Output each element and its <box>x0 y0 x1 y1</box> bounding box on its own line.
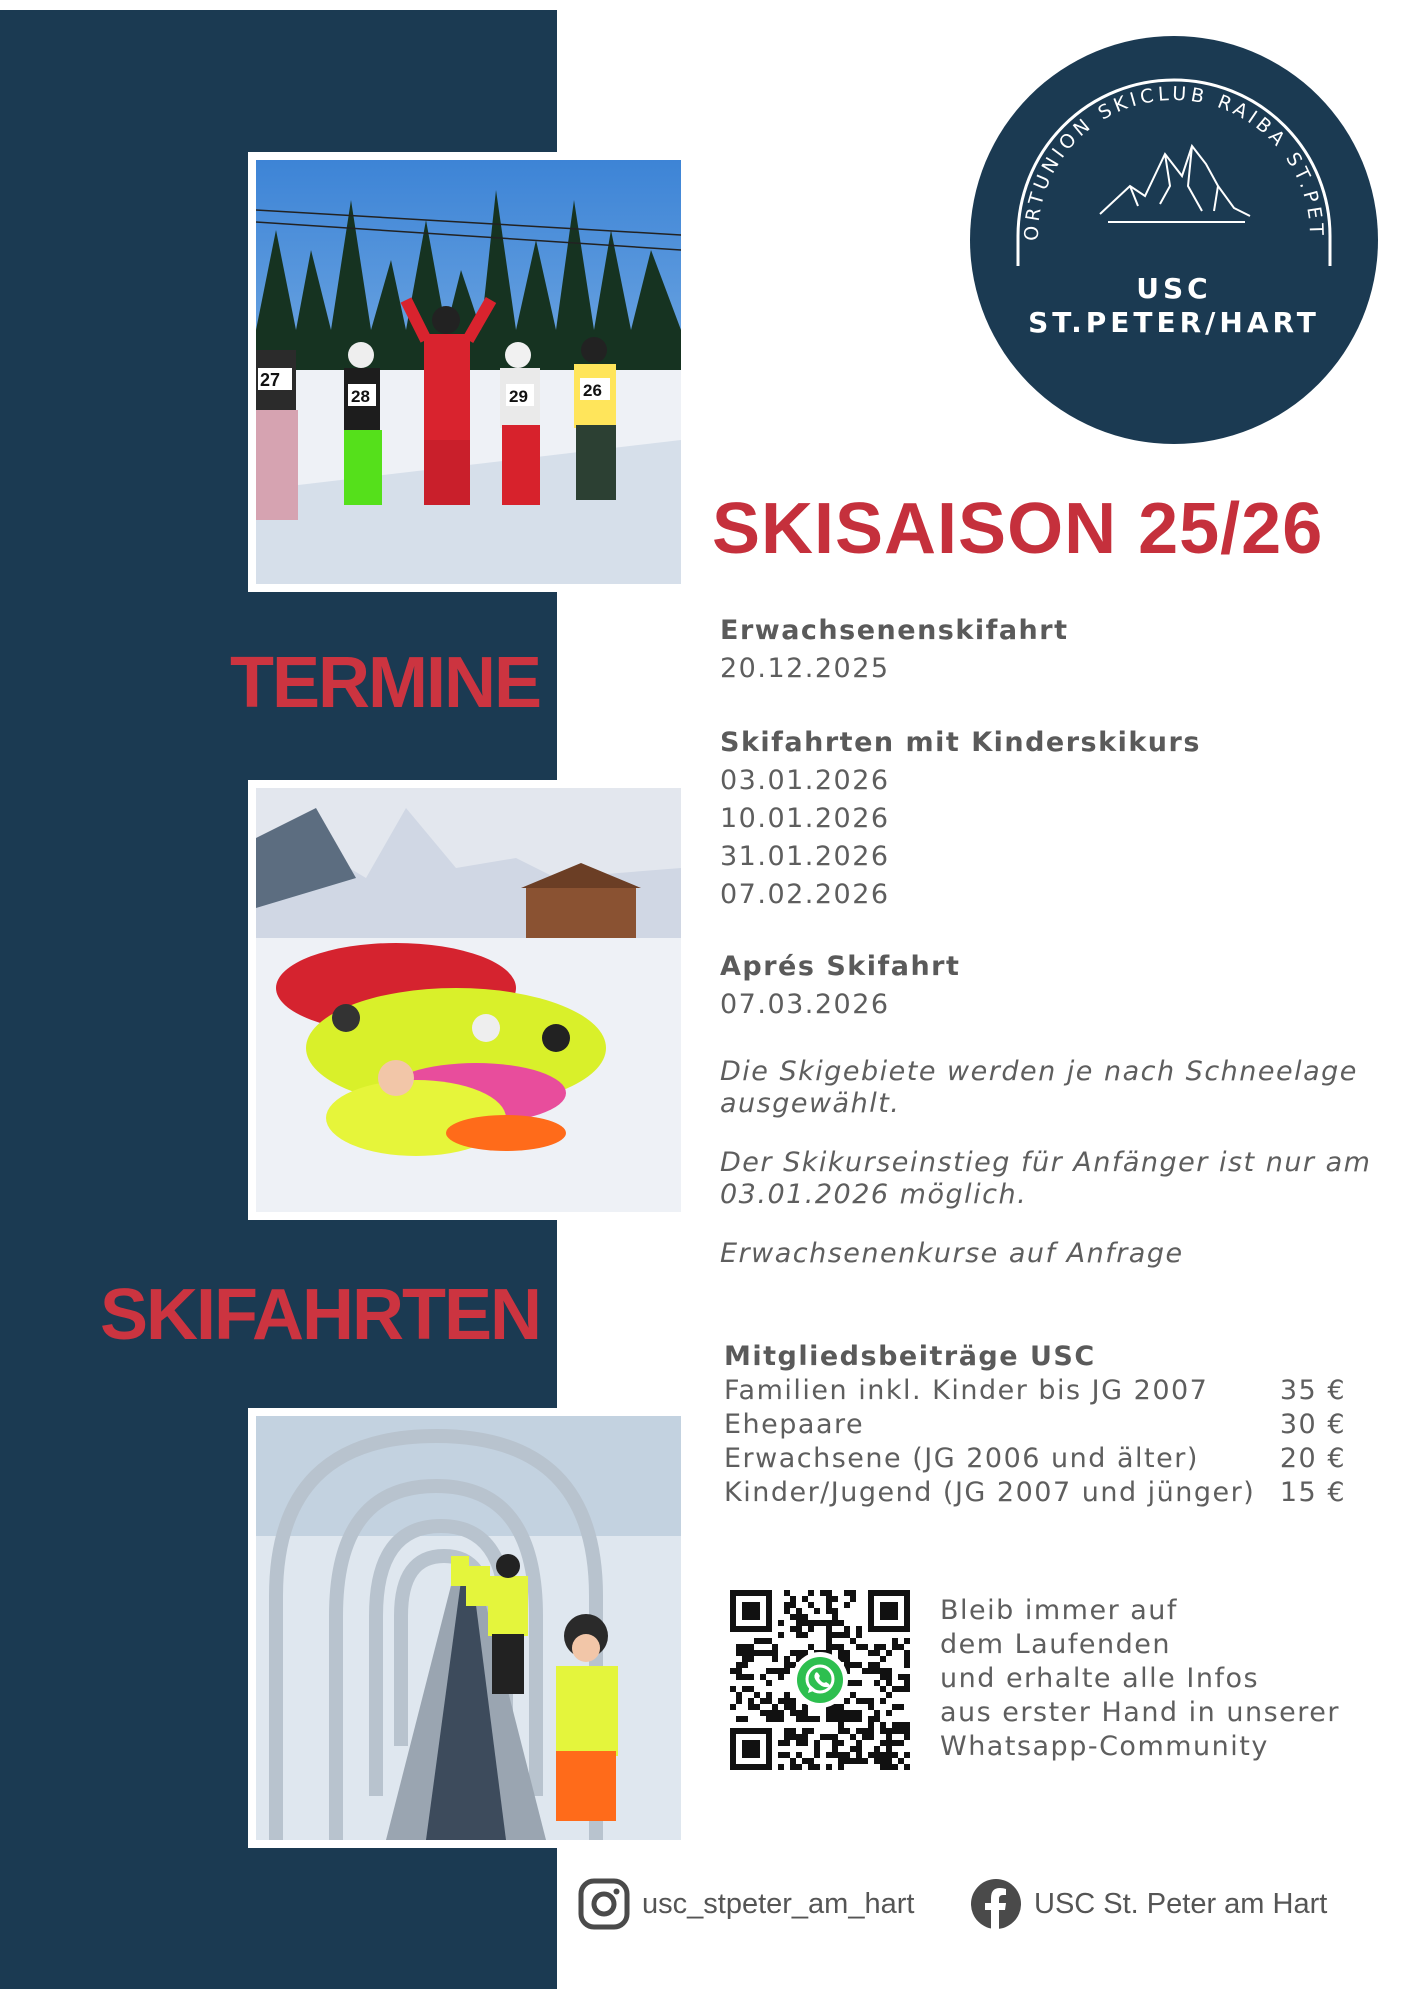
fee-label: Ehepaare <box>724 1409 865 1440</box>
schedule-date: 10.01.2026 <box>720 803 890 834</box>
fee-label: Familien inkl. Kinder bis JG 2007 <box>724 1375 1209 1406</box>
termine-heading: TERMINE <box>230 643 540 723</box>
svg-text:27: 27 <box>260 370 281 390</box>
fee-price: 35 € <box>1279 1375 1346 1406</box>
fee-price: 20 € <box>1279 1443 1346 1474</box>
whatsapp-community-text <box>940 1594 1340 1764</box>
schedule-label: Aprés Skifahrt <box>720 951 961 982</box>
schedule-kids-course-trips <box>720 724 1201 914</box>
community-line: und erhalte alle Infos <box>940 1663 1260 1694</box>
schedule-date: 03.01.2026 <box>720 765 890 796</box>
svg-text:29: 29 <box>509 387 528 406</box>
fee-row <box>724 1476 1346 1510</box>
fee-label: Kinder/Jugend (JG 2007 und jünger) <box>724 1477 1256 1508</box>
membership-fees <box>724 1340 1346 1510</box>
club-logo <box>970 36 1378 444</box>
community-line: Whatsapp-Community <box>940 1731 1269 1762</box>
page-title: SKISAISON 25/26 <box>712 489 1324 569</box>
svg-text:26: 26 <box>583 381 602 400</box>
photo-kids-tunnel-image <box>256 1416 681 1840</box>
community-line: dem Laufenden <box>940 1629 1171 1660</box>
facebook-page-name: USC St. Peter am Hart <box>1034 1887 1328 1920</box>
note-ski-areas: Die Skigebiete werden je nach Schneelage ausgewählt. <box>720 1056 1358 1119</box>
fee-row <box>724 1442 1346 1476</box>
instagram-handle: usc_stpeter_am_hart <box>642 1887 915 1920</box>
photo-kids-with-bibs <box>248 152 689 592</box>
facebook-icon <box>970 1878 1022 1930</box>
schedule-apres-ski-trip <box>720 948 960 1024</box>
schedule-label: Skifahrten mit Kinderskikurs <box>720 727 1201 758</box>
schedule-date: 07.03.2026 <box>720 989 890 1020</box>
photo-kids-group-in-snow <box>248 780 689 1220</box>
whatsapp-qr-code[interactable] <box>730 1590 910 1770</box>
schedule-date: 31.01.2026 <box>720 841 890 872</box>
fee-price: 30 € <box>1279 1409 1346 1440</box>
photo-kids-with-bibs-image <box>256 160 681 584</box>
fees-title: Mitgliedsbeiträge USC <box>724 1341 1096 1372</box>
skifahrten-heading: SKIFAHRTEN <box>99 1275 540 1355</box>
schedule-adult-ski-trip <box>720 612 1068 688</box>
schedule-label: Erwachsenenskifahrt <box>720 615 1069 646</box>
schedule-date: 07.02.2026 <box>720 879 890 910</box>
svg-text:28: 28 <box>351 387 370 406</box>
instagram-link[interactable] <box>578 1878 914 1930</box>
logo-name-line2: ST.PETER/HART <box>1028 306 1320 339</box>
logo-arc-text: ORTUNION SKICLUB RAIBA ST.PET <box>1020 82 1328 242</box>
fee-label: Erwachsene (JG 2006 und älter) <box>724 1443 1199 1474</box>
whatsapp-icon <box>792 1652 848 1708</box>
logo-name-line1: USC <box>1136 272 1212 305</box>
fee-row <box>724 1374 1346 1408</box>
facebook-link[interactable] <box>970 1878 1327 1930</box>
photo-kids-in-tunnel <box>248 1408 689 1848</box>
community-line: Bleib immer auf <box>940 1595 1178 1626</box>
schedule-date: 20.12.2025 <box>720 653 890 684</box>
fee-price: 15 € <box>1279 1477 1346 1508</box>
community-line: aus erster Hand in unserer <box>940 1697 1340 1728</box>
instagram-icon <box>578 1878 630 1930</box>
fee-row <box>724 1408 1346 1442</box>
note-adult-courses: Erwachsenenkurse auf Anfrage <box>720 1238 1184 1269</box>
photo-kids-group-image <box>256 788 681 1212</box>
note-beginner-course: Der Skikurseinstieg für Anfänger ist nur am 03.01.2026 möglich. <box>720 1147 1372 1210</box>
